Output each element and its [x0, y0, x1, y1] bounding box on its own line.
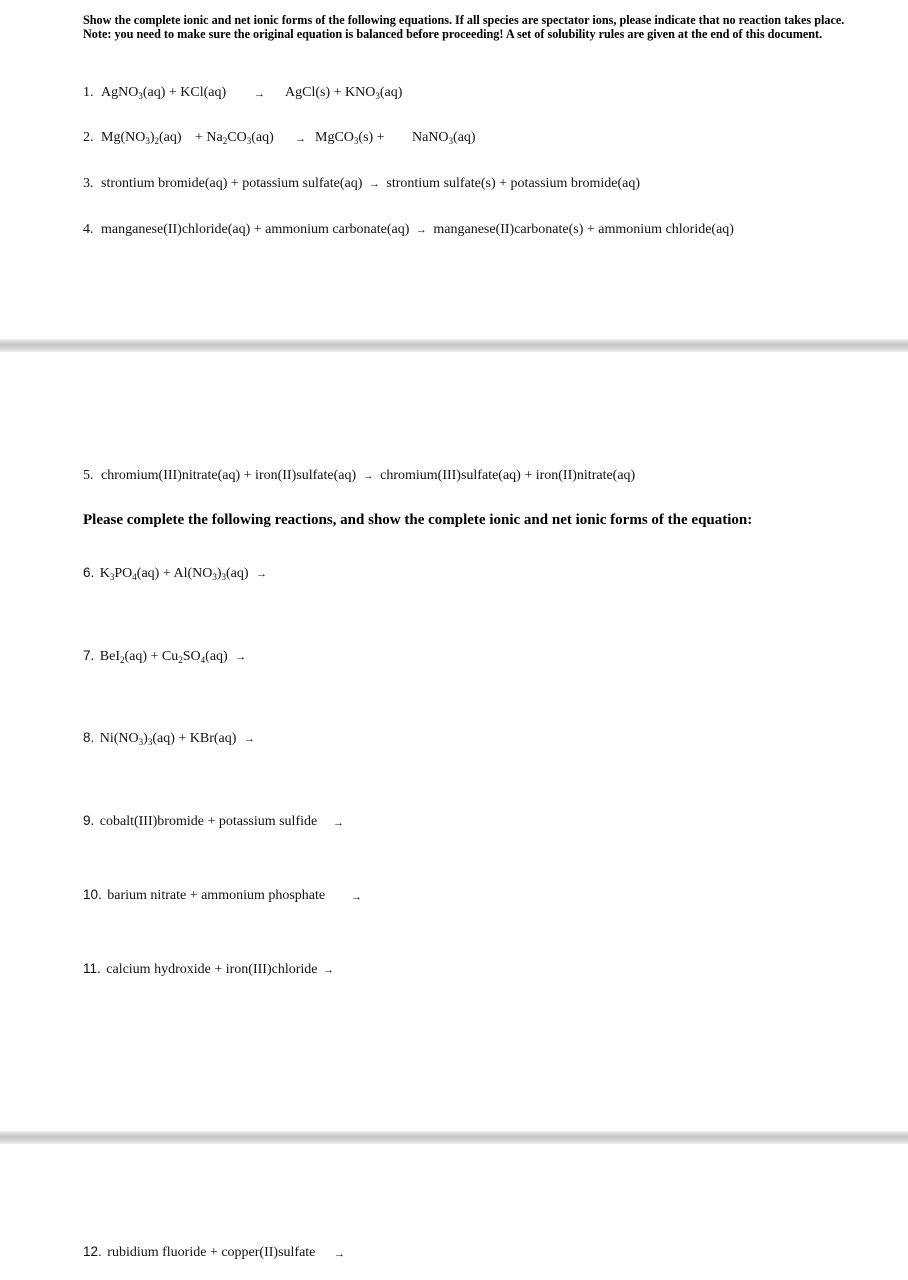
problem-4 — [83, 221, 734, 239]
reactants: rubidium fluoride + copper(II)sulfate — [107, 1245, 316, 1260]
problem-8 — [83, 729, 255, 748]
problem-11 — [83, 960, 334, 979]
reaction-arrow: → — [235, 651, 247, 663]
reactants: $Ni(NO_3)_3(aq) + KBr(aq)$ — [99, 731, 237, 747]
problem-6 — [83, 564, 267, 583]
problem-number: 9. — [83, 813, 95, 828]
problem-12 — [83, 1243, 315, 1262]
products: manganese(II)carbonate(s) + ammonium chloride(aq) — [433, 222, 734, 237]
problem-number: 4. — [83, 222, 94, 237]
reaction-arrow: → — [295, 133, 306, 145]
reactants: AgNO$_3$(aq) + KCl(aq) — [101, 85, 227, 101]
reaction-arrow: → — [351, 891, 362, 903]
problem-number: 11. — [83, 961, 101, 976]
instructions-paragraph: Show the complete ionic and net ionic forms of the following equations. If all species are spectator ions, please indicate that no reaction takes place. Note: you need to make sure the original equation is balanced before proceeding! A set of solubility rules are given at the end of this document. — [83, 13, 845, 42]
reaction-arrow: → — [362, 470, 374, 482]
products: strontium sulfate(s) + potassium bromide(aq) — [386, 176, 641, 191]
reactants: chromium(III)nitrate(aq) + iron(II)sulfate(aq) — [101, 468, 357, 483]
problem-9 — [83, 812, 317, 831]
problem-number: 1. — [83, 85, 94, 100]
problem-number: 12. — [83, 1244, 102, 1259]
reaction-arrow: → — [256, 568, 268, 580]
section-heading: Please complete the following reactions, and show the complete ionic and net ionic forms of the equation: — [83, 512, 753, 528]
reactants: manganese(II)chloride(aq) + ammonium carbonate(aq) — [101, 222, 410, 237]
problem-number: 5. — [83, 468, 94, 483]
reaction-arrow: → — [333, 817, 344, 829]
reaction-arrow: → — [243, 733, 255, 745]
reactants: barium nitrate + ammonium phosphate — [107, 888, 326, 903]
problem-number: 7. — [83, 648, 95, 663]
reactants: strontium bromide(aq) + potassium sulfate(aq) — [101, 176, 363, 191]
reactant-2: + $Na_2CO_3(aq)$ — [195, 130, 274, 146]
reactant-1: $Mg(NO_3)_2(aq)$ — [101, 130, 182, 146]
page-break — [0, 339, 908, 352]
reaction-arrow: → — [368, 178, 380, 190]
products: AgCl(s) + $KNO_3(aq)$ — [285, 85, 403, 101]
product-1: MgCO$_3$(s) + — [315, 130, 385, 146]
reactants: cobalt(III)bromide + potassium sulfide — [99, 814, 318, 829]
reactants: $K_3PO_4(aq) + Al(NO_3)_3(aq)$ — [99, 566, 249, 582]
problem-number: 3. — [83, 176, 94, 191]
problem-5 — [83, 467, 635, 485]
problem-number: 6. — [83, 565, 95, 580]
problem-3 — [83, 175, 640, 193]
reactants: $BeI_2(aq) + Cu_2SO_4(aq)$ — [99, 649, 228, 665]
problem-number: 10. — [83, 887, 102, 902]
problem-number: 2. — [83, 130, 94, 145]
problem-number: 8. — [83, 730, 95, 745]
reaction-arrow: → — [254, 88, 265, 100]
problem-10 — [83, 886, 325, 905]
reaction-arrow: → — [415, 224, 427, 236]
problem-2 — [83, 129, 182, 147]
page-break — [0, 1131, 908, 1144]
reactants: calcium hydroxide + iron(III)chloride — [106, 962, 318, 977]
problem-1 — [83, 84, 226, 102]
products: chromium(III)sulfate(aq) + iron(II)nitrate(aq) — [380, 468, 636, 483]
product-2: NaNO$_3$(aq) — [412, 130, 476, 146]
reaction-arrow: → — [334, 1248, 345, 1260]
problem-7 — [83, 647, 246, 666]
reaction-arrow: → — [322, 964, 334, 976]
